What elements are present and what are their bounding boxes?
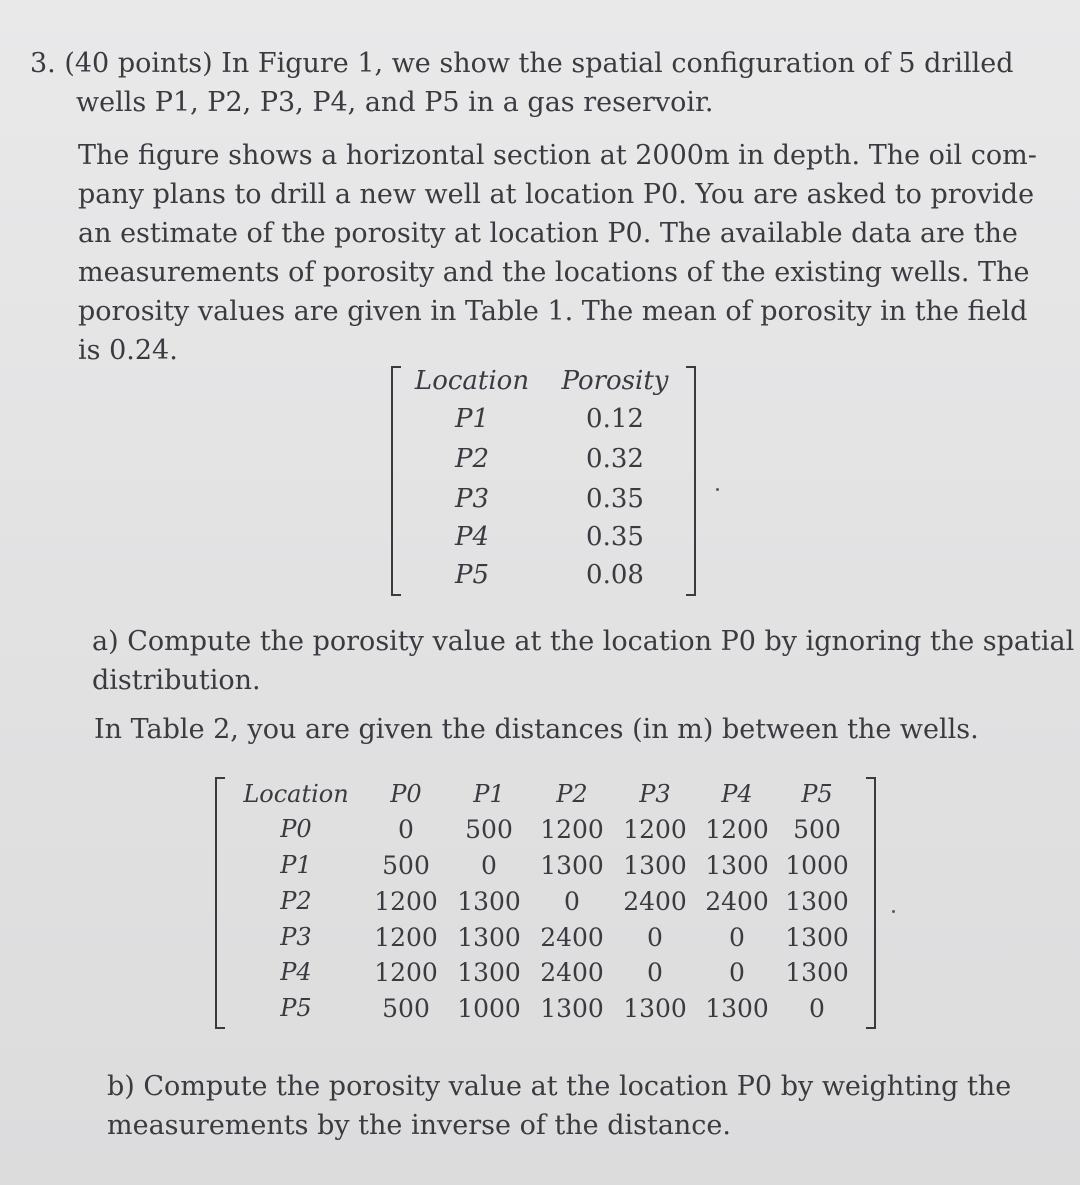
table1-porosity: 0.35 (586, 484, 644, 514)
table2-distance: 500 (382, 851, 430, 880)
table2-period (892, 910, 895, 913)
table1-left-bracket (391, 366, 401, 596)
table2-distance: 2400 (623, 887, 687, 916)
table2-distance: 500 (793, 815, 841, 844)
table2-distance: 1200 (705, 815, 769, 844)
question-b (107, 1067, 1011, 1145)
table2-distance: 0 (481, 851, 497, 880)
table2-distance: 2400 (705, 887, 769, 916)
table1-location: P3 (454, 484, 490, 514)
table1-location: P1 (454, 404, 490, 434)
table2-distance: 1300 (540, 851, 604, 880)
table2-distance: 1300 (705, 994, 769, 1023)
table2-distance: 0 (809, 994, 825, 1023)
table1-location: P4 (454, 522, 490, 552)
table2-distance: 0 (729, 958, 745, 987)
table2-right-bracket (866, 777, 876, 1029)
intro-line: wells P1, P2, P3, P4, and P5 in a gas reservoir. (76, 87, 714, 118)
table2-distance: 0 (647, 923, 663, 952)
question-a-line: distribution. (92, 665, 261, 696)
table2-header: P4 (721, 780, 753, 808)
table2-intro-text: In Table 2, you are given the distances (in m) between the wells. (94, 714, 979, 745)
table2-distance: 1300 (785, 887, 849, 916)
table2-distance: 0 (647, 958, 663, 987)
paragraph-line: is 0.24. (78, 335, 178, 366)
question-a (92, 622, 1074, 700)
paragraph-line: porosity values are given in Table 1. The mean of porosity in the field (78, 296, 1028, 327)
table2-distance: 1300 (785, 958, 849, 987)
table2-distance: 0 (398, 815, 414, 844)
table1-porosity: 0.35 (586, 522, 644, 552)
table1-header: Location (414, 366, 530, 396)
table1-location: P2 (454, 444, 490, 474)
table2-row-label: P0 (280, 815, 312, 843)
question-b-line: b) Compute the porosity value at the location P0 by weighting the (107, 1071, 1012, 1102)
table2-distance: 0 (729, 923, 745, 952)
intro-line: 3. (40 points) In Figure 1, we show the spatial configuration of 5 drilled (30, 48, 1014, 79)
table2-distance: 1000 (457, 994, 521, 1023)
table2-header: P3 (639, 780, 671, 808)
table2-row-label: P4 (280, 958, 312, 986)
table2-distance: 1300 (457, 958, 521, 987)
table2-distance: 500 (465, 815, 513, 844)
table2-row-label: P1 (280, 851, 312, 879)
table2-left-bracket (215, 777, 225, 1029)
table2-distance: 1200 (540, 815, 604, 844)
table2-distance: 1300 (623, 851, 687, 880)
paragraph-line: pany plans to drill a new well at location P0. You are asked to provide (78, 179, 1035, 210)
table1-porosity: 0.08 (586, 560, 644, 590)
table2-distance: 1300 (457, 923, 521, 952)
table1-header: Porosity (561, 366, 669, 396)
table2-row-label: P3 (280, 923, 312, 951)
table1-right-bracket (686, 366, 696, 596)
table2-header: P5 (801, 780, 833, 808)
table2-distance: 0 (564, 887, 580, 916)
table2-distance: 1200 (374, 887, 438, 916)
table2-intro (94, 710, 979, 749)
problem-paragraph (78, 136, 1037, 370)
problem-intro (30, 44, 1014, 122)
table1-porosity: 0.12 (586, 404, 644, 434)
table1-porosity: 0.32 (586, 444, 644, 474)
table2-distance: 500 (382, 994, 430, 1023)
paragraph-line: The figure shows a horizontal section at 2000m in depth. The oil com- (78, 140, 1037, 171)
table2-header: P0 (390, 780, 422, 808)
table2-distance: 1000 (785, 851, 849, 880)
table2-distance: 1300 (785, 923, 849, 952)
table2-distance: 1200 (374, 923, 438, 952)
table2-distance: 1300 (705, 851, 769, 880)
table2-distance: 1200 (623, 815, 687, 844)
table2-distance: 2400 (540, 923, 604, 952)
table2-distance: 1200 (374, 958, 438, 987)
table1-location: P5 (454, 560, 490, 590)
table2-header: P1 (473, 780, 505, 808)
table2-distance: 1300 (457, 887, 521, 916)
question-a-line: a) Compute the porosity value at the location P0 by ignoring the spatial (92, 626, 1075, 657)
paragraph-line: an estimate of the porosity at location P0. The available data are the (78, 218, 1018, 249)
table1-period (716, 488, 719, 491)
question-b-line: measurements by the inverse of the distance. (107, 1110, 731, 1141)
table2-distance: 1300 (623, 994, 687, 1023)
table2-header: Location (243, 780, 349, 808)
table2-header: P2 (556, 780, 588, 808)
table2-distance: 2400 (540, 958, 604, 987)
table2-row-label: P5 (280, 994, 312, 1022)
table2-row-label: P2 (280, 887, 312, 915)
paragraph-line: measurements of porosity and the locations of the existing wells. The (78, 257, 1030, 288)
table2-distance: 1300 (540, 994, 604, 1023)
